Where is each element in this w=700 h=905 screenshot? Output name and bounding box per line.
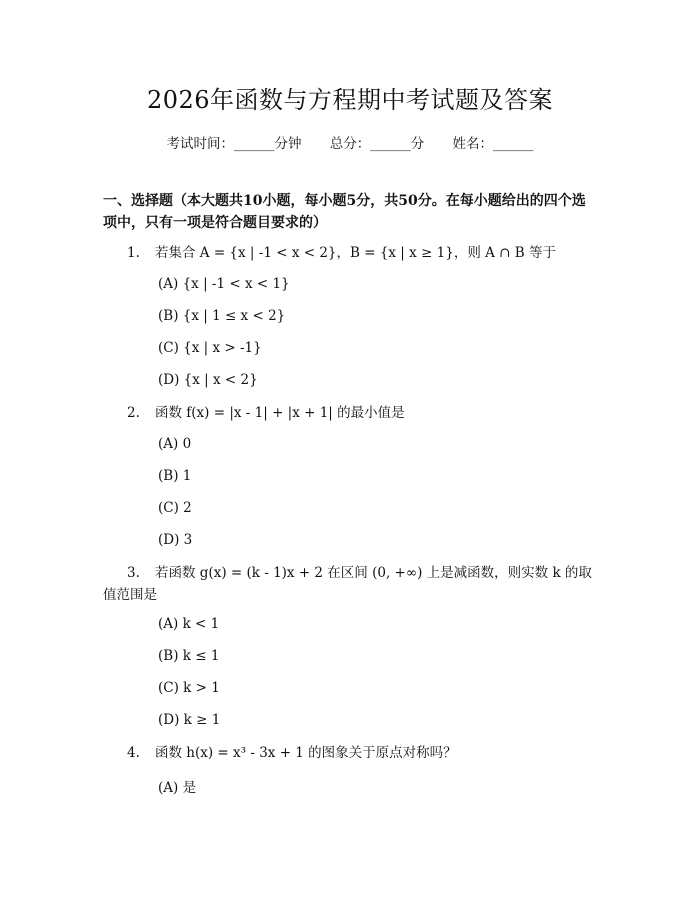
question-4-option-a: (A) 是	[158, 780, 197, 796]
question-text: 函数 h(x) = x³ - 3x + 1 的图象关于原点对称吗？	[155, 745, 457, 761]
question-3-option-c: (C) k > 1	[158, 680, 220, 696]
question-number: 2.	[127, 405, 140, 421]
question-1-option-a: (A) {x | -1 < x < 1}	[158, 276, 290, 292]
question-number: 4.	[127, 745, 140, 761]
question-1	[103, 242, 593, 264]
question-1-option-d: (D) {x | x < 2}	[158, 372, 258, 388]
exam-title: 2026年函数与方程期中考试题及答案	[146, 86, 554, 114]
question-3	[103, 562, 593, 606]
question-3-option-a: (A) k < 1	[158, 616, 220, 632]
student-name-field: 姓名：______	[452, 136, 534, 152]
exam-meta	[0, 132, 700, 152]
total-score-field: 总分：______分	[329, 136, 425, 152]
question-1-option-c: (C) {x | x > -1}	[158, 340, 262, 356]
question-2-option-d: (D) 3	[158, 532, 193, 548]
question-1-option-b: (B) {x | 1 ≤ x < 2}	[158, 308, 286, 324]
exam-time-field: 考试时间：______分钟	[166, 136, 302, 152]
question-2-option-b: (B) 1	[158, 468, 192, 484]
question-3-option-d: (D) k ≥ 1	[158, 712, 221, 728]
question-number: 1.	[127, 245, 140, 261]
question-number: 3.	[127, 565, 140, 581]
section-heading: 一、选择题（本大题共10小题，每小题5分，共50分。在每小题给出的四个选项中，只有一项是符合题目要求的）	[103, 193, 586, 231]
question-4	[103, 742, 593, 764]
question-2-option-c: (C) 2	[158, 500, 192, 516]
question-text: 若函数 g(x) = (k - 1)x + 2 在区间 (0, +∞) 上是减函数，则实数 k 的取值范围是	[103, 565, 592, 603]
question-2	[103, 402, 593, 424]
question-2-option-a: (A) 0	[158, 436, 192, 452]
question-text: 若集合 A = {x | -1 < x < 2}，B = {x | x ≥ 1}，则 A ∩ B 等于	[155, 245, 556, 261]
question-3-option-b: (B) k ≤ 1	[158, 648, 220, 664]
question-text: 函数 f(x) = |x - 1| + |x + 1| 的最小值是	[155, 405, 405, 421]
